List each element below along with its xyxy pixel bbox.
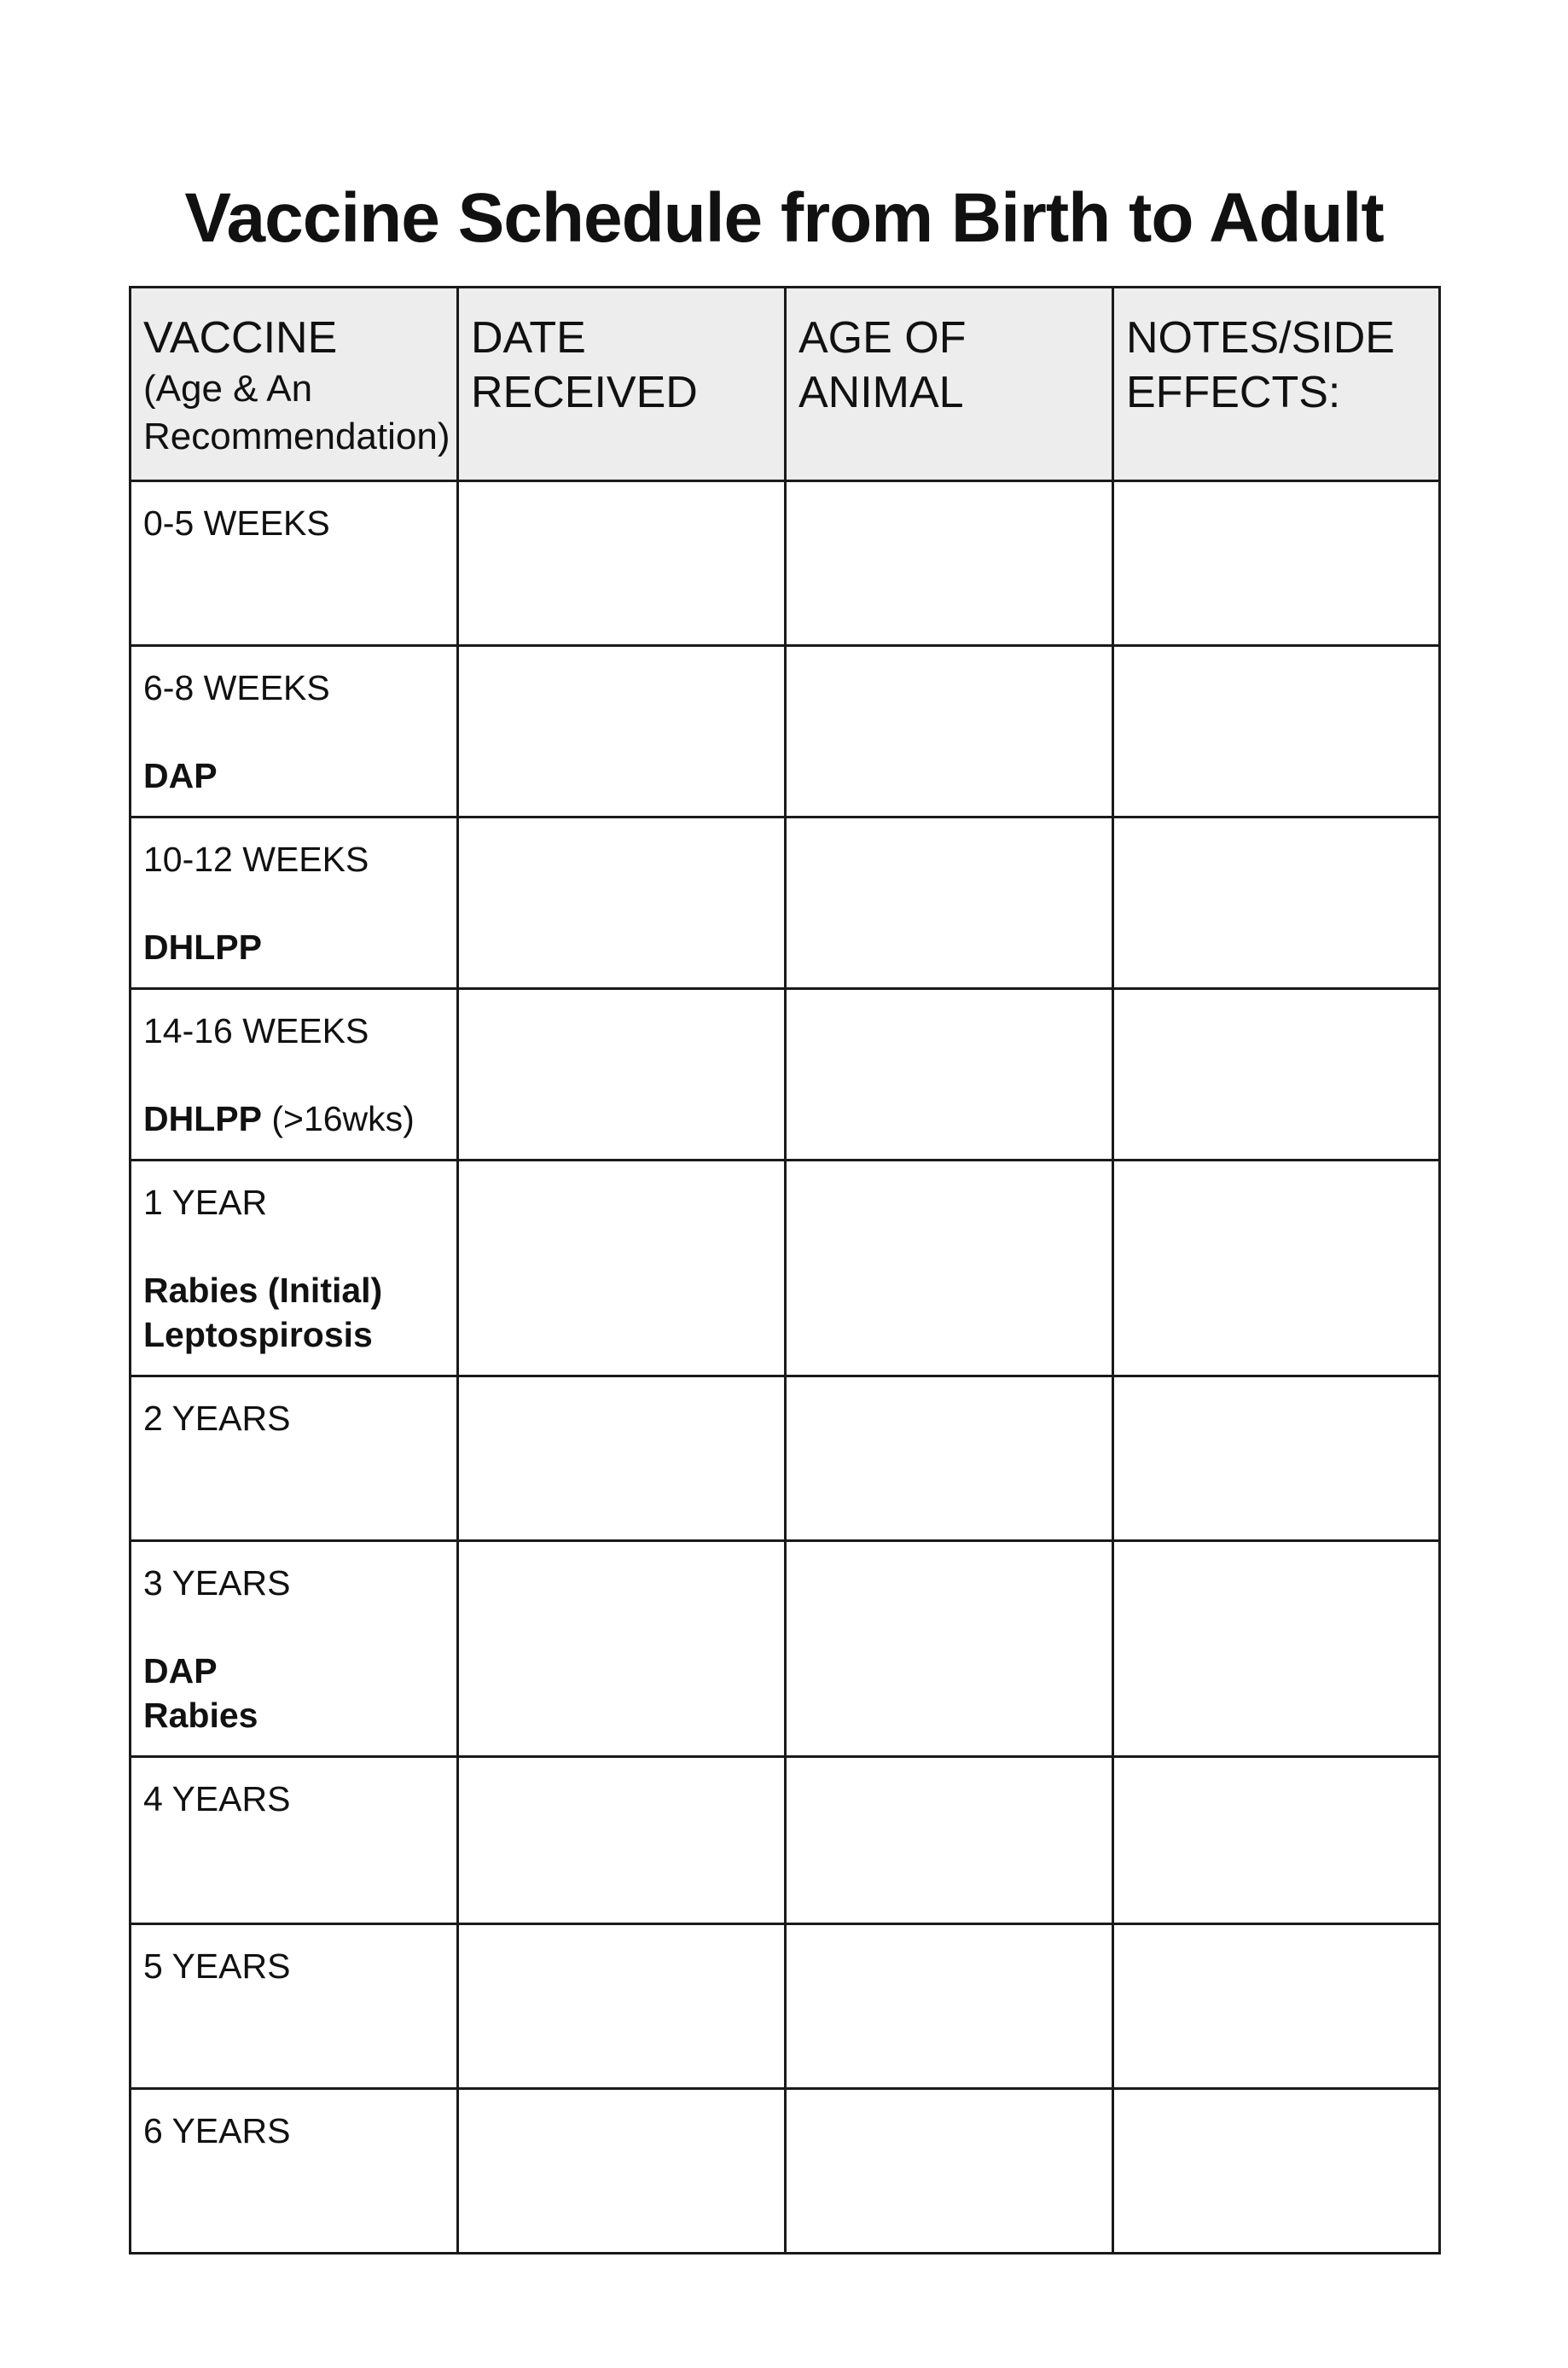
header-age-of-animal: [786, 288, 1113, 481]
age-of-animal-cell[interactable]: [786, 1161, 1113, 1376]
vaccine-age-cell: [131, 2089, 458, 2254]
page-title: Vaccine Schedule from Birth to Adult: [184, 179, 1384, 257]
vaccine-age-cell: [131, 817, 458, 989]
vaccine-age-cell: [131, 646, 458, 817]
vaccine-age-cell: [131, 989, 458, 1161]
vaccine-name: Rabies (Initial): [143, 1271, 383, 1310]
vaccine-age-cell: [131, 481, 458, 646]
age-label: 3 YEARS: [143, 1563, 291, 1603]
vaccine-name: DHLPP: [143, 928, 262, 967]
notes-cell[interactable]: [1113, 1924, 1440, 2089]
notes-cell[interactable]: [1113, 989, 1440, 1161]
notes-cell[interactable]: [1113, 481, 1440, 646]
date-received-cell[interactable]: [458, 1161, 786, 1376]
vaccine-schedule-table: [129, 286, 1441, 2255]
age-label: 1 YEAR: [143, 1183, 268, 1222]
age-of-animal-cell[interactable]: [786, 1376, 1113, 1541]
header-label: VACCINE: [143, 313, 338, 363]
age-of-animal-cell[interactable]: [786, 2089, 1113, 2254]
age-of-animal-cell[interactable]: [786, 1757, 1113, 1924]
date-received-cell[interactable]: [458, 646, 786, 817]
date-received-cell[interactable]: [458, 1541, 786, 1757]
age-of-animal-cell[interactable]: [786, 817, 1113, 989]
header-sublabel: (Age & An Recommendation): [143, 368, 450, 457]
age-of-animal-cell[interactable]: [786, 481, 1113, 646]
age-of-animal-cell[interactable]: [786, 1924, 1113, 2089]
table-row: [131, 646, 1440, 817]
vaccine-age-cell: [131, 1924, 458, 2089]
header-vaccine: [131, 288, 458, 481]
vaccine-line: [143, 925, 444, 969]
vaccine-line: [143, 1097, 444, 1141]
vaccine-age-cell: [131, 1161, 458, 1376]
age-of-animal-cell[interactable]: [786, 646, 1113, 817]
header-notes-side-effects: [1113, 288, 1440, 481]
vaccine-line: [143, 1268, 444, 1312]
age-label: 10-12 WEEKS: [143, 840, 369, 879]
header-label: AGE OF ANIMAL: [799, 313, 967, 417]
age-label: 0-5 WEEKS: [143, 503, 330, 543]
date-received-cell[interactable]: [458, 1757, 786, 1924]
notes-cell[interactable]: [1113, 2089, 1440, 2254]
date-received-cell[interactable]: [458, 1376, 786, 1541]
notes-cell[interactable]: [1113, 1757, 1440, 1924]
table-row: [131, 1924, 1440, 2089]
table-row: [131, 2089, 1440, 2254]
table-row: [131, 1161, 1440, 1376]
vaccine-line: [143, 1312, 444, 1357]
header-label: DATE RECEIVED: [471, 313, 698, 417]
date-received-cell[interactable]: [458, 2089, 786, 2254]
age-label: 14-16 WEEKS: [143, 1011, 369, 1050]
notes-cell[interactable]: [1113, 1376, 1440, 1541]
notes-cell[interactable]: [1113, 1161, 1440, 1376]
date-received-cell[interactable]: [458, 817, 786, 989]
vaccine-name: DAP: [143, 1651, 218, 1690]
vaccine-age-cell: [131, 1376, 458, 1541]
vaccine-line: [143, 1693, 444, 1737]
vaccine-name: DHLPP: [143, 1099, 262, 1138]
vaccine-name: Leptospirosis: [143, 1315, 373, 1354]
vaccine-name: DAP: [143, 756, 218, 795]
vaccine-line: [143, 1649, 444, 1693]
notes-cell[interactable]: [1113, 646, 1440, 817]
age-label: 5 YEARS: [143, 1946, 291, 1986]
header-date-received: [458, 288, 786, 481]
vaccine-age-cell: [131, 1541, 458, 1757]
date-received-cell[interactable]: [458, 481, 786, 646]
table-row: [131, 817, 1440, 989]
age-label: 6-8 WEEKS: [143, 668, 330, 707]
vaccine-age-cell: [131, 1757, 458, 1924]
vaccine-name: Rabies: [143, 1696, 258, 1735]
table-row: [131, 481, 1440, 646]
table-row: [131, 1757, 1440, 1924]
age-label: 2 YEARS: [143, 1399, 291, 1438]
table-row: [131, 989, 1440, 1161]
date-received-cell[interactable]: [458, 989, 786, 1161]
date-received-cell[interactable]: [458, 1924, 786, 2089]
header-label: NOTES/SIDE EFFECTS:: [1126, 313, 1395, 417]
header-row: [131, 288, 1440, 481]
age-of-animal-cell[interactable]: [786, 989, 1113, 1161]
age-label: 4 YEARS: [143, 1779, 291, 1818]
notes-cell[interactable]: [1113, 1541, 1440, 1757]
vaccine-line: [143, 753, 444, 798]
notes-cell[interactable]: [1113, 817, 1440, 989]
age-label: 6 YEARS: [143, 2111, 291, 2150]
table-row: [131, 1376, 1440, 1541]
vaccine-note: (>16wks): [261, 1099, 415, 1138]
table-row: [131, 1541, 1440, 1757]
age-of-animal-cell[interactable]: [786, 1541, 1113, 1757]
